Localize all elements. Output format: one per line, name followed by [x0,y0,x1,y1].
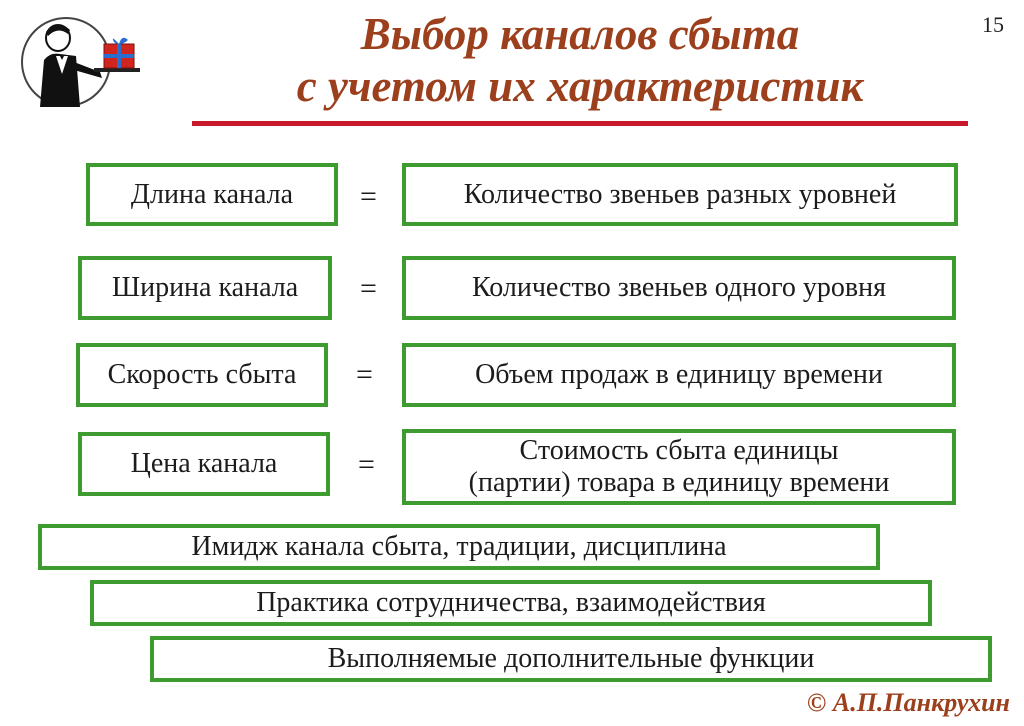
definition-label: Объем продаж в единицу времени [475,359,883,390]
equals-sign: = [360,180,377,213]
slide-title [200,8,960,112]
title-line-1: Выбор каналов сбыта [360,9,800,59]
factor-box-functions [150,636,992,682]
factor-box-image [38,524,880,570]
definition-box-channel-width [402,256,956,320]
definition-line-1: Стоимость сбыта единицы [519,435,839,466]
definition-box-channel-length [402,163,958,226]
title-underline [192,121,968,126]
factor-label: Имидж канала сбыта, традиции, дисциплина [191,531,727,562]
equals-sign: = [356,358,373,391]
factor-label: Практика сотрудничества, взаимодействия [256,587,766,618]
slide-number: 15 [982,12,1004,37]
term-label: Скорость сбыта [107,359,297,390]
equals-sign: = [358,448,375,481]
term-box-channel-length [86,163,338,226]
term-label: Цена канала [130,448,278,479]
factor-label: Выполняемые дополнительные функции [327,643,815,674]
term-label: Длина канала [130,178,294,210]
definition-label: Количество звеньев одного уровня [471,272,886,303]
definition-box-sales-speed [402,343,956,407]
factor-box-cooperation [90,580,932,626]
title-line-2: с учетом их характеристик [296,61,864,111]
term-box-channel-width [78,256,332,320]
term-box-channel-price [78,432,330,496]
definition-label: Количество звеньев разных уровней [463,178,897,210]
copyright: © А.П.Панкрухин [806,688,1010,717]
term-box-sales-speed [76,343,328,407]
equals-sign: = [360,272,377,305]
waiter-with-gift-icon [18,12,146,107]
definition-line-2: (партии) товара в единицу времени [468,467,890,498]
term-label: Ширина канала [111,272,299,303]
definition-box-channel-price [402,429,956,505]
